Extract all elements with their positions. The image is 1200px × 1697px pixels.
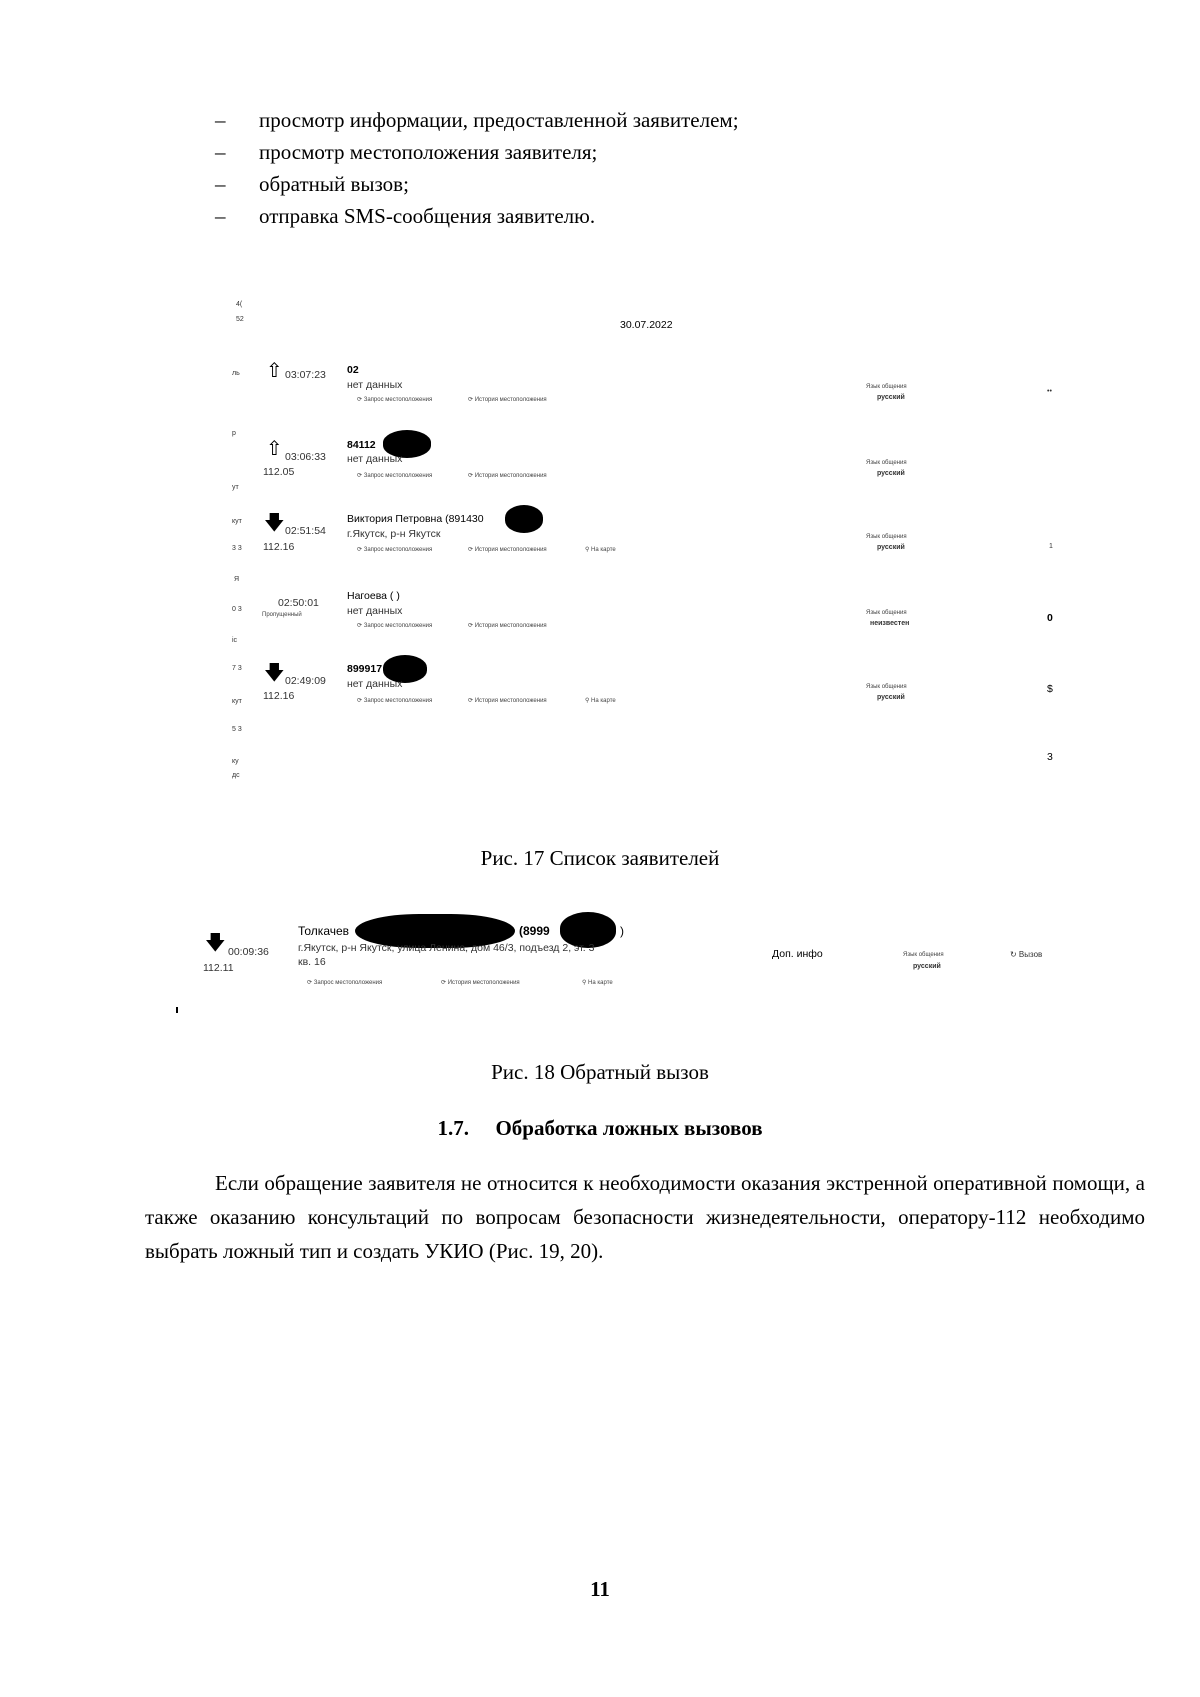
- right-fragment: $: [1047, 683, 1053, 695]
- location-history-link[interactable]: ⟳ История местоположения: [441, 980, 520, 986]
- language-label: Язык общения: [866, 610, 907, 616]
- request-location-link[interactable]: ⟳ Запрос местоположения: [357, 473, 433, 479]
- caller-address: нет данных: [347, 453, 403, 465]
- bullet-dash: –: [215, 140, 226, 164]
- bullet-text: просмотр местоположения заявителя;: [259, 140, 598, 164]
- on-map-link[interactable]: ⚲ На карте: [585, 547, 616, 553]
- right-fragment: ••: [1047, 388, 1052, 395]
- left-fragment: 52: [236, 316, 244, 323]
- left-fragment: 5 3: [232, 726, 242, 733]
- left-fragment: 7 3: [232, 665, 242, 672]
- call-time: 03:06:33: [285, 451, 326, 463]
- caller-phone-start: (8999: [519, 924, 550, 938]
- bullet-text: просмотр информации, предоставленной заявителем;: [259, 108, 739, 132]
- section-title: Обработка ложных вызовов: [495, 1116, 763, 1140]
- language-label: Язык общения: [866, 460, 907, 466]
- left-fragment: ку: [232, 758, 239, 765]
- request-location-link[interactable]: ⟳ Запрос местоположения: [307, 980, 383, 986]
- location-history-link[interactable]: ⟳ История местоположения: [468, 623, 547, 629]
- left-fragment: кут: [232, 698, 242, 705]
- left-fragment: ль: [232, 370, 240, 377]
- left-fragment: 3 3: [232, 545, 242, 552]
- language-value: русский: [877, 544, 905, 551]
- caller-name-end: ): [620, 924, 624, 938]
- page-number: 11: [590, 1577, 610, 1601]
- call-time: 03:07:23: [285, 369, 326, 381]
- caller-phone: [519, 924, 550, 938]
- body-paragraph: Если обращение заявителя не относится к необходимости оказания экстренной оперативной помощи, а также оказанию консультаций по вопросам безопасности жизнедеятельности, оператору-112 необходимо выбрать ложный тип и создать УКИО (Рис. 19, 20).: [145, 1171, 1145, 1263]
- caller-address: нет данных: [347, 379, 403, 391]
- request-location-link[interactable]: ⟳ Запрос местоположения: [357, 397, 433, 403]
- bullet-dash: –: [215, 204, 226, 228]
- caller-name-text: Виктория Петровна (891430: [347, 513, 484, 525]
- call-code: 112.11: [203, 962, 234, 974]
- caller-name: 899917: [347, 663, 383, 675]
- left-fragment: р: [232, 430, 236, 437]
- incoming-arrow-icon: 🡇: [264, 510, 285, 534]
- location-history-link[interactable]: ⟳ История местоположения: [468, 698, 547, 704]
- caller-name: [298, 924, 349, 938]
- language-value: русский: [877, 694, 905, 701]
- left-fragment: кут: [232, 518, 242, 525]
- section-heading: [0, 1116, 1200, 1141]
- language-label: Язык общения: [866, 684, 907, 690]
- language-value: неизвестен: [870, 620, 910, 627]
- location-history-link[interactable]: ⟳ История местоположения: [468, 547, 547, 553]
- left-fragment: ут: [232, 484, 239, 491]
- language-label: Язык общения: [903, 952, 944, 958]
- language-label: Язык общения: [866, 384, 907, 390]
- request-location-link[interactable]: ⟳ Запрос местоположения: [357, 623, 433, 629]
- call-time: 02:50:01: [278, 597, 319, 609]
- incoming-arrow-icon: 🡇: [205, 930, 226, 954]
- call-time: 02:51:54: [285, 525, 326, 537]
- list-date: 30.07.2022: [620, 319, 673, 331]
- figure-18-caption: Рис. 18 Обратный вызов: [491, 1060, 709, 1084]
- incoming-arrow-icon: 🡇: [264, 660, 285, 684]
- callback-screenshot: [0, 890, 1200, 1040]
- section-number: 1.7.: [437, 1116, 469, 1140]
- call-code: 112.16: [263, 690, 295, 702]
- redaction-mark: [505, 505, 543, 533]
- caller-name: Нагоева ( ): [347, 590, 400, 602]
- language-label: Язык общения: [866, 534, 907, 540]
- call-code: 112.05: [263, 466, 295, 478]
- extra-info-button[interactable]: Доп. инфо: [772, 948, 823, 960]
- left-fragment: дс: [232, 772, 240, 779]
- callback-button[interactable]: ↻ Вызов: [1010, 950, 1043, 959]
- request-location-link[interactable]: ⟳ Запрос местоположения: [357, 698, 433, 704]
- figure-17-caption: Рис. 17 Список заявителей: [480, 846, 720, 870]
- language-value: русский: [877, 394, 905, 401]
- bullet-dash: –: [215, 108, 226, 132]
- right-fragment: 0: [1047, 612, 1053, 624]
- caller-list-screenshot: [0, 0, 1200, 830]
- edge-mark: [176, 1007, 178, 1013]
- left-fragment: 0 3: [232, 606, 242, 613]
- left-fragment: 4(: [236, 301, 243, 308]
- caller-name: [347, 513, 517, 525]
- caller-name-start: Толкачев: [298, 924, 350, 938]
- caller-address-apartment: кв. 16: [298, 956, 326, 968]
- on-map-link[interactable]: ⚲ На карте: [585, 698, 616, 704]
- language-value: русский: [877, 470, 905, 477]
- call-time: 00:09:36: [228, 946, 269, 958]
- left-fragment: іс: [232, 637, 238, 644]
- bullet-text: отправка SMS-сообщения заявителю.: [259, 204, 596, 228]
- caller-address: г.Якутск, р-н Якутск, улица Ленина, дом 46/3, подъезд 2, эт. 3: [298, 942, 595, 954]
- right-fragment: 3: [1047, 751, 1053, 763]
- right-fragment: 1: [1049, 543, 1053, 550]
- left-fragment: Я: [234, 576, 240, 583]
- on-map-link[interactable]: ⚲ На карте: [582, 980, 613, 986]
- caller-address: г.Якутск, р-н Якутск: [347, 528, 441, 540]
- location-history-link[interactable]: ⟳ История местоположения: [468, 397, 547, 403]
- location-history-link[interactable]: ⟳ История местоположения: [468, 473, 547, 479]
- call-status: Пропущенный: [262, 612, 302, 618]
- bullet-text: обратный вызов;: [259, 172, 409, 196]
- caller-name: 84112: [347, 439, 376, 451]
- outgoing-arrow-icon: ⇧: [266, 358, 283, 382]
- language-value: русский: [913, 963, 941, 970]
- call-code: 112.16: [263, 541, 295, 553]
- caller-name: 02: [347, 364, 359, 376]
- caller-address: нет данных: [347, 605, 403, 617]
- request-location-link[interactable]: ⟳ Запрос местоположения: [357, 547, 433, 553]
- bullet-dash: –: [215, 172, 226, 196]
- call-time: 02:49:09: [285, 675, 326, 687]
- outgoing-arrow-icon: ⇧: [266, 436, 283, 460]
- caller-address: нет данных: [347, 678, 403, 690]
